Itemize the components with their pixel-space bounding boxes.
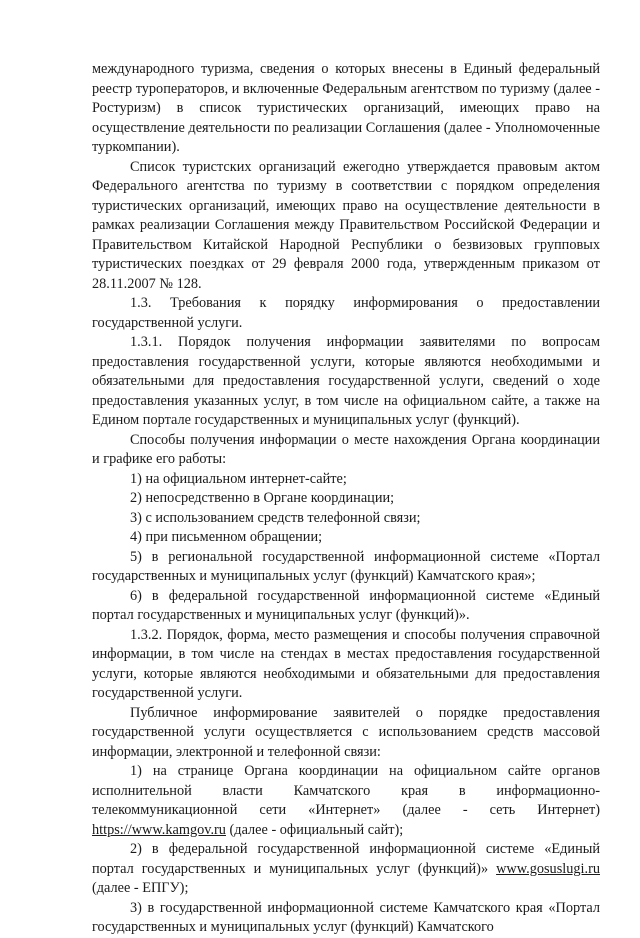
gosuslugi-link[interactable]: www.gosuslugi.ru bbox=[496, 860, 600, 877]
list-item-official-site-text: 1) на странице Органа координации на официальном сайте органов исполнительной власти Камчатского края в информационно-телекоммуникационной сети «Интернет» (далее - сеть Интернет) bbox=[92, 763, 600, 818]
paragraph-tour-operators: международного туризма, сведения о которых внесены в Единый федеральный реестр туроператоров, и включенные Федеральным агентством по туризму (далее - Ростуризм) в список туристических организаций, имеющих право на осуществление деятельности по реализации Соглашения (далее - Уполномоченные туркомпании). bbox=[92, 61, 600, 155]
list-item-official-site-tail: (далее - официальный сайт); bbox=[225, 821, 404, 838]
list-item-5: 5) в региональной государственной информационной системе «Портал государственных и муниципальных услуг (функций) Камчатского края»; bbox=[92, 548, 600, 584]
list-item-6: 6) в федеральной государственной информационной системе «Единый портал государственных и муниципальных услуг (функций)». bbox=[92, 587, 600, 623]
section-1-3-1: 1.3.1. Порядок получения информации заявителями по вопросам предоставления государственной услуги, которые являются необходимыми и обязательными для предоставления государственной услуги, сведений о ходе предоставления указанных услуг, в том числе на официальном сайте, а также на Едином портале государственных и муниципальных услуг (функций). bbox=[92, 334, 600, 428]
list-item-2: 2) непосредственно в Органе координации; bbox=[130, 490, 395, 506]
list-item-epgu bbox=[92, 840, 600, 899]
list-item-4: 4) при письменном обращении; bbox=[130, 529, 323, 545]
paragraph-organization-list: Список туристских организаций ежегодно утверждается правовым актом Федерального агентства по туризму в соответствии с порядком определения туристических организаций, имеющих право на осуществление деятельности в рамках реализации Соглашения между Правительством Российской Федерации и Правительством Китайской Народной Республики о безвизовых групповых туристических поездках от 29 февраля 2000 года, утвержденным приказом от 28.11.2007 № 128. bbox=[92, 158, 600, 292]
section-1-3-2: 1.3.2. Порядок, форма, место размещения и способы получения справочной информации, в том числе на стендах в местах предоставления государственной услуги, которые являются необходимыми и обязательными для предоставления государственной услуги. bbox=[92, 626, 600, 701]
list-item-epgu-text: 2) в федеральной государственной информационной системе «Единый портал государственных и муниципальных услуг (функций)» bbox=[92, 841, 600, 877]
paragraph-public-informing: Публичное информирование заявителей о порядке предоставления государственной услуги осуществляется с использованием средств массовой информации, электронной и телефонной связи: bbox=[92, 704, 600, 760]
list-item-1: 1) на официальном интернет-сайте; bbox=[130, 470, 347, 487]
list-item-3: 3) с использованием средств телефонной связи; bbox=[130, 509, 421, 526]
section-1-3-heading: 1.3. Требования к порядку информирования о предоставлении государственной услуги. bbox=[92, 295, 600, 331]
list-item-regional-portal: 3) в государственной информационной системе Камчатского края «Портал государственных и муниципальных услуг (функций) Камчатского bbox=[92, 899, 600, 935]
paragraph-info-methods: Способы получения информации о месте нахождения Органа координации и графике его работы: bbox=[92, 431, 600, 467]
list-item-epgu-tail: (далее - ЕПГУ); bbox=[92, 880, 189, 896]
kamgov-link[interactable]: https://www.kamgov.ru bbox=[92, 821, 226, 838]
list-item-official-site bbox=[92, 762, 600, 840]
document-page bbox=[92, 60, 600, 938]
